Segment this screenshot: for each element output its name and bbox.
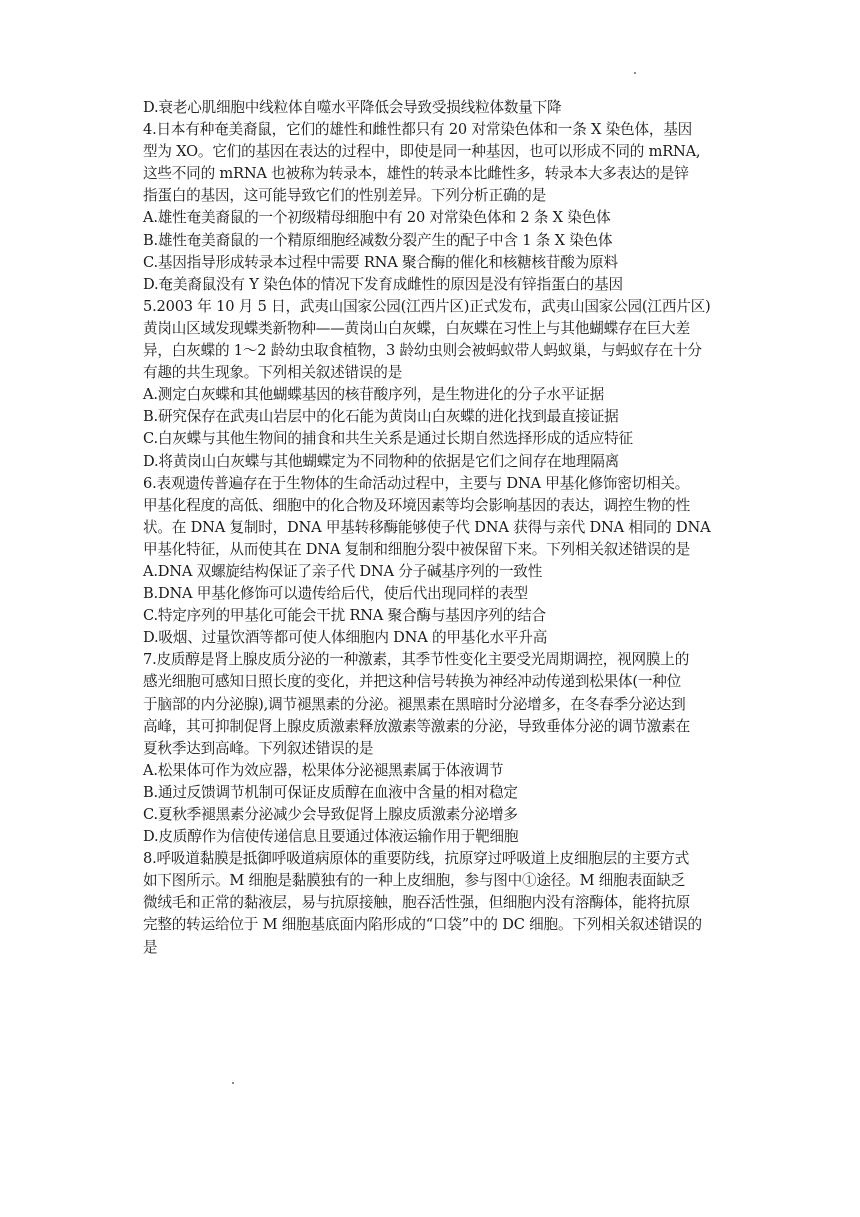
document-body — [143, 97, 743, 959]
text-line: 指蛋白的基因，这可能导致它们的性别差异。下列分析正确的是 — [143, 187, 547, 205]
text-line: 高峰，其可抑制促肾上腺皮质激素释放激素等激素的分泌，导致垂体分泌的调节激素在 — [143, 717, 690, 735]
option-b: B.DNA 甲基化修饰可以遗传给后代，使后代出现同样的表型 — [143, 585, 528, 603]
text-line: 这些不同的 mRNA 也被称为转录本，雄性的转录本比雌性多，转录本大多表达的是锌 — [143, 165, 689, 183]
scan-dot-bottom — [232, 1082, 234, 1084]
text-line: 完整的转运给位于 M 细胞基底面内陷形成的“口袋”中的 DC 细胞。下列相关叙述错误的 — [143, 916, 702, 934]
text-line: 是 — [143, 938, 158, 956]
option-b: B.通过反馈调节机制可保证皮质醇在血液中含量的相对稳定 — [143, 783, 518, 801]
option-a: A.测定白灰蝶和其他蝴蝶基因的核苷酸序列，是生物进化的分子水平证据 — [143, 386, 604, 404]
question-6-stem: 6.表观遗传普遍存在于生物体的生命活动过程中，主要与 DNA 甲基化修饰密切相关。 — [143, 474, 690, 492]
question-4-stem: 4.日本有种奄美裔鼠，它们的雄性和雌性都只有 20 对常染色体和一条 X 染色体，基因 — [143, 121, 693, 139]
option-c: C.夏秋季褪黑素分泌减少会导致促肾上腺皮质激素分泌增多 — [143, 806, 518, 823]
text-line: 甲基化特征，从而使其在 DNA 复制和细胞分裂中被保留下来。下列相关叙述错误的是 — [143, 540, 691, 558]
text-line: 异，白灰蝶的 1～2 龄幼虫取食植物，3 龄幼虫则会被蚂蚁带人蚂蚁巢，与蚂蚁存在十分 — [143, 342, 702, 360]
option-b: B.雄性奄美裔鼠的一个精原细胞经减数分裂产生的配子中含 1 条 X 染色体 — [143, 231, 613, 249]
text-line: 于脑部的内分泌腺),调节褪黑素的分泌。褪黑素在黑暗时分泌增多，在冬春季分泌达到 — [143, 695, 686, 713]
text-line: 甲基化程度的高低、细胞中的化合物及环境因素等均会影响基因的表达，调控生物的性 — [143, 496, 690, 514]
scan-dot-top — [634, 72, 636, 74]
text-line: 型为 XO。它们的基因在表达的过程中，即使是同一种基因，也可以形成不同的 mRNA, — [143, 143, 701, 161]
option-d: D.皮质醇作为信使传递信息且要通过体液运输作用于靶细胞 — [143, 828, 519, 846]
option-a: A.雄性奄美裔鼠的一个初级精母细胞中有 20 对常染色体和 2 条 X 染色体 — [143, 209, 611, 227]
option-d: D.吸烟、过量饮酒等都可使人体细胞内 DNA 的甲基化水平升高 — [143, 629, 548, 647]
text-line: 微绒毛和正常的黏液层，易与抗原接触，胞吞活性强，但细胞内没有溶酶体，能将抗原 — [143, 894, 690, 912]
question-7-stem: 7.皮质醇是肾上腺皮质分泌的一种激素，其季节性变化主要受光周期调控，视网膜上的 — [143, 651, 690, 669]
question-8-stem: 8.呼吸道黏膜是抵御呼吸道病原体的重要防线，抗原穿过呼吸道上皮细胞层的主要方式 — [143, 850, 690, 868]
option-d: D.奄美裔鼠没有 Y 染色体的情况下发育成雌性的原因是没有锌指蛋白的基因 — [143, 275, 623, 293]
option-a: A.松果体可作为效应器，松果体分泌褪黑素属于体液调节 — [143, 761, 504, 779]
text-line: 黄岗山区域发现蝶类新物种——黄岗山白灰蝶，白灰蝶在习性上与其他蝴蝶存在巨大差 — [143, 319, 690, 337]
option-a: A.DNA 双螺旋结构保证了亲子代 DNA 分子碱基序列的一致性 — [143, 562, 543, 580]
text-line: 夏秋季达到高峰。下列叙述错误的是 — [143, 739, 374, 757]
text-line: D.衰老心肌细胞中线粒体自噬水平降低会导致受损线粒体数量下降 — [143, 99, 562, 116]
option-c: C.基因指导形成转录本过程中需要 RNA 聚合酶的催化和核糖核苷酸为原料 — [143, 253, 618, 271]
question-5-stem: 5.2003 年 10 月 5 日，武夷山国家公园(江西片区)正式发布，武夷山国家公园(江西片区) — [143, 297, 711, 315]
text-line: 有趣的共生现象。下列相关叙述错误的是 — [143, 364, 403, 382]
option-c: C.白灰蝶与其他生物间的捕食和共生关系是通过长期自然选择形成的适应特征 — [143, 430, 633, 448]
text-line: 如下图所示。M 细胞是黏膜独有的一种上皮细胞，参与图中①途径。M 细胞表面缺乏 — [143, 872, 686, 890]
option-d: D.将黄岗山白灰蝶与其他蝴蝶定为不同物种的依据是它们之间存在地理隔离 — [143, 452, 620, 470]
option-b: B.研究保存在武夷山岩层中的化石能为黄岗山白灰蝶的进化找到最直接证据 — [143, 408, 619, 426]
option-c: C.特定序列的甲基化可能会干扰 RNA 聚合酶与基因序列的结合 — [143, 607, 546, 625]
text-line: 感光细胞可感知日照长度的变化，并把这种信号转换为神经冲动传递到松果体(一种位 — [143, 673, 682, 691]
text-line: 状。在 DNA 复制时，DNA 甲基转移酶能够使子代 DNA 获得与亲代 DNA 相同的 DNA — [143, 518, 711, 536]
